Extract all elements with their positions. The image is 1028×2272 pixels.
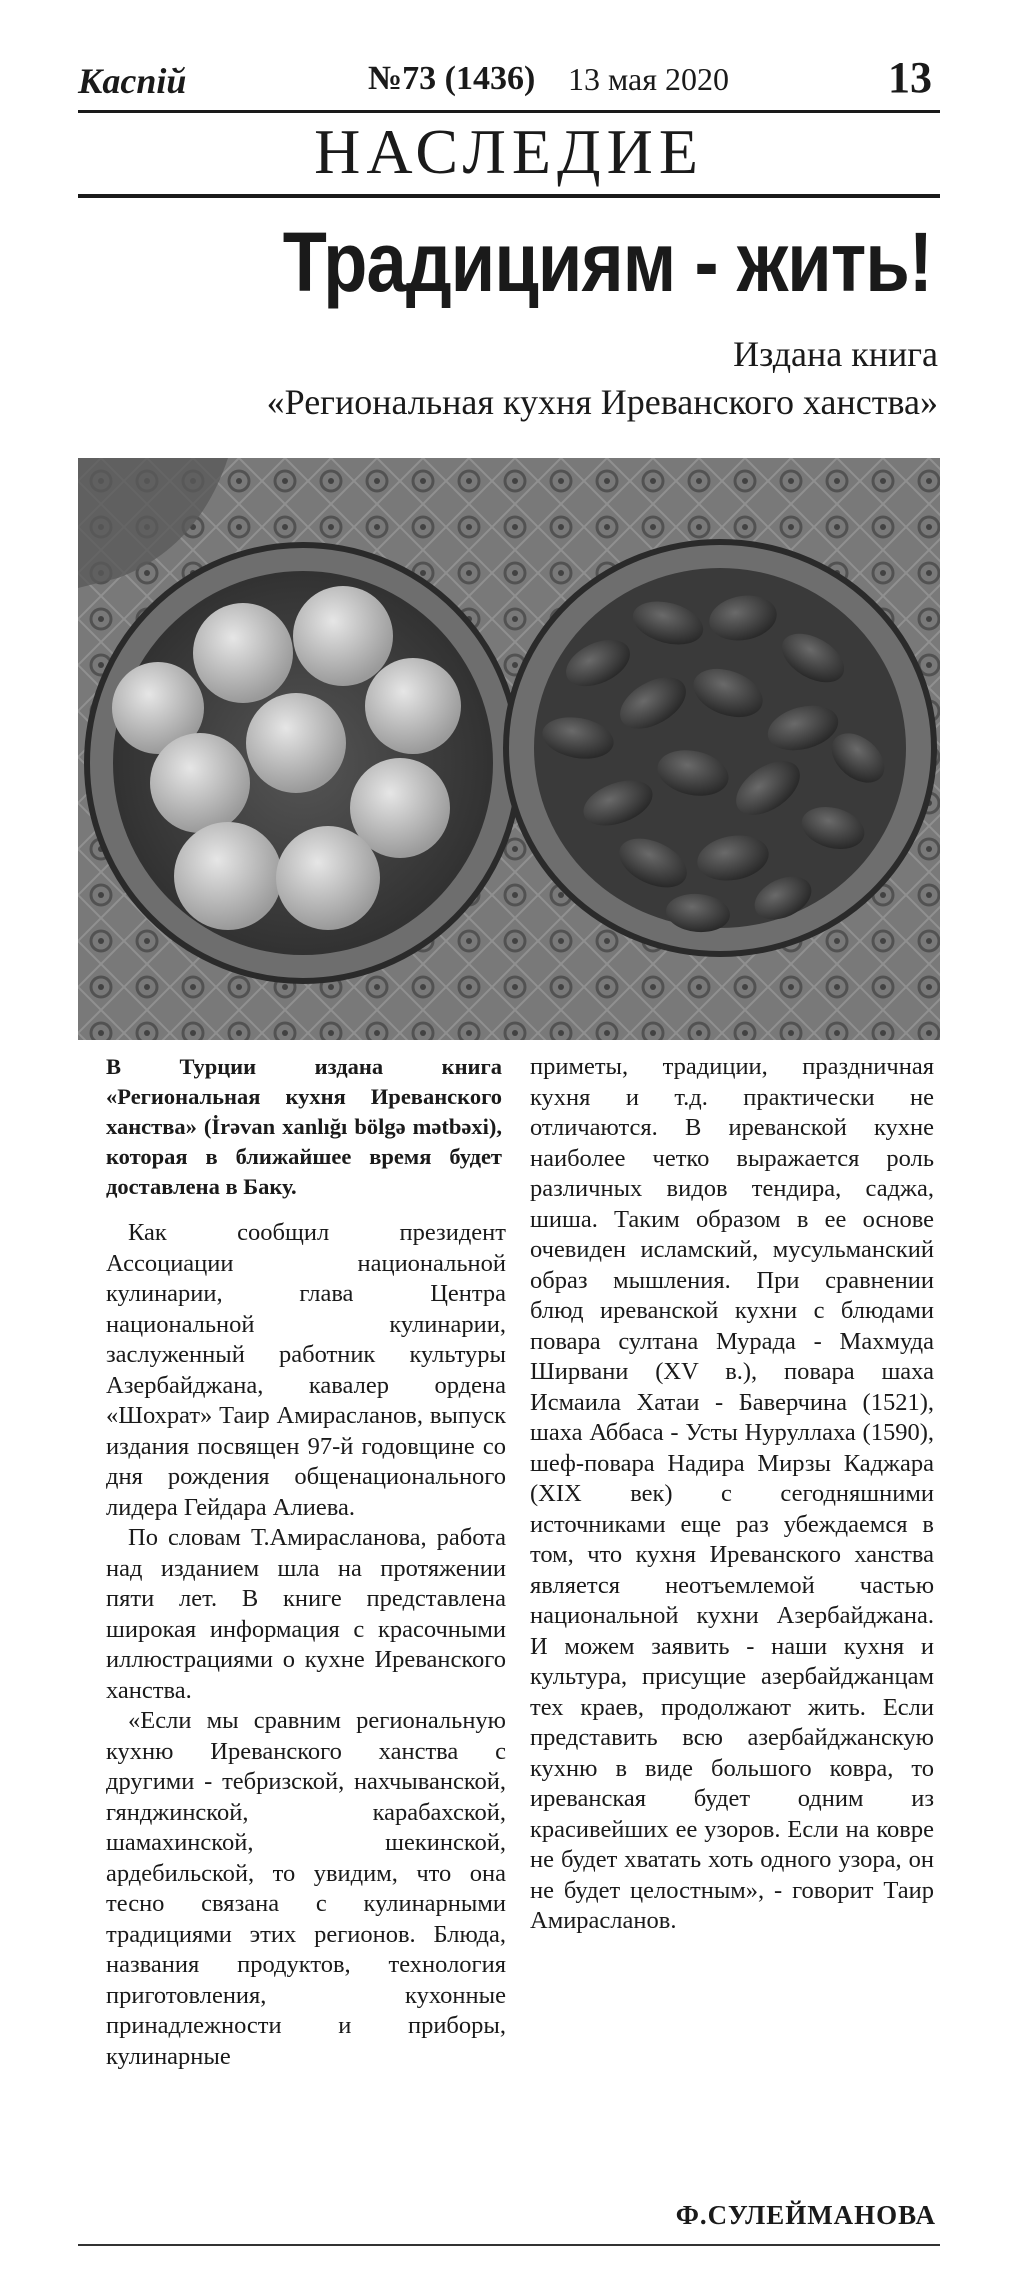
article-column-right xyxy=(530,1052,934,1937)
paragraph-4: приметы, традиции, праздничная кухня и т.д. практически не отличаются. В иреванской кухне наиболее четко выражается роль различных видов тендира, саджа, шиша. Таким образом в ее основе очевиден исламский, мусульманский образ мышления. При сравнении блюд иреванской кухни с блюдами повара султана Мурада - Махмуда Ширвани (XV в.), повара шаха Исмаила Хатаи - Баверчина (1521), шаха Аббаса - Усты Нуруллаха (1590), шеф-повара Надира Мирзы Каджара (XIX век) с сегодняшними источниками еще раз убеждаемся в том, что кухня Иреванского ханства является неотъемлемой частью национальной кухни Азербайджана. И можем заявить - наши кухня и культура, присущие азербайджанцам тех краев, продолжают жить. Если представить всю азербайджанскую кухню в виде большого ковра, то иреванская будет одним из красивейших ее узоров. Если на ковре не будет хватать хоть одного узора, он не будет целостным», - говорит Таир Амирасланов. xyxy=(530,1053,934,1934)
article-column-left xyxy=(106,1218,506,2072)
issue-number: №73 (1436) xyxy=(368,60,536,97)
paragraph-3: «Если мы сравним региональную кухню Иреванского ханства с другими - тебризской, нахчыванской, гянджинской, карабахской, шамахинской, шекинской, ардебильской, то увидим, что она тесно связана с кулинарными традициями этих регионов. Блюда, названия продуктов, технология приготовления, кухонные принадлежности и приборы, кулинарные xyxy=(106,1707,506,2070)
issue-date: 13 мая 2020 xyxy=(568,61,729,97)
newspaper-name: Каспiй xyxy=(78,61,187,101)
article-photo xyxy=(78,458,940,1040)
article-subheadline xyxy=(78,330,938,426)
header-rule xyxy=(78,110,940,113)
section-rule xyxy=(78,194,940,198)
paragraph-2: По словам Т.Амирасланова, работа над изданием шла на протяжении пяти лет. В книге представлена широкая информация с красочными иллюстрациями о кухне Иреванского ханства. xyxy=(106,1524,506,1704)
article-author: Ф.СУЛЕЙМАНОВА xyxy=(675,2200,936,2230)
masthead xyxy=(78,52,938,112)
subhead-line-1: Издана книга xyxy=(733,334,938,374)
footer-rule xyxy=(78,2244,940,2246)
paragraph-1: Как сообщил президент Ассоциации национальной кулинарии, глава Центра национальной кулинарии, заслуженный работник культуры Азербайджана, кавалер ордена «Шохрат» Таир Амирасланов, выпуск издания посвящен 97-й годовщине со дня рождения общенационального лидера Гейдара Алиева. xyxy=(106,1219,506,1521)
section-title: НАСЛЕДИЕ xyxy=(314,116,704,187)
article-lead: В Турции издана книга «Региональная кухня Иреванского ханства» (İrəvan xanlığı bölgə mətbəxi), которая в ближайшее время будет доставлена в Баку. xyxy=(106,1054,502,1199)
subhead-line-2: «Региональная кухня Иреванского ханства» xyxy=(266,382,938,422)
photo-two-dishes xyxy=(78,458,940,1040)
article-headline: Традициям - жить! xyxy=(282,215,932,309)
page-number: 13 xyxy=(888,53,932,102)
